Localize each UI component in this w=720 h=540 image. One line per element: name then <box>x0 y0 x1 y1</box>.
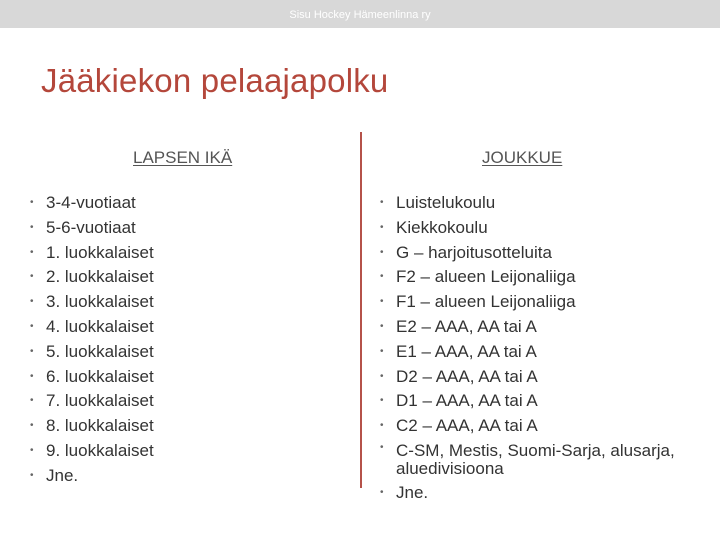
left-column-heading: LAPSEN IKÄ <box>133 148 233 167</box>
list-item: • 3-4-vuotiaat <box>30 191 350 216</box>
list-item: • 5-6-vuotiaat <box>30 216 350 241</box>
list-item: • 5. luokkalaiset <box>30 340 350 365</box>
age-list <box>30 191 350 489</box>
list-item: • 9. luokkalaiset <box>30 439 350 464</box>
list-item: • 6. luokkalaiset <box>30 365 350 390</box>
list-item: • 1. luokkalaiset <box>30 241 350 266</box>
right-column-heading: JOUKKUE <box>482 148 563 167</box>
list-item: • 4. luokkalaiset <box>30 315 350 340</box>
organization-name: Sisu Hockey Hämeenlinna ry <box>289 9 431 21</box>
list-item: • Jne. <box>380 481 710 506</box>
list-item: • C-SM, Mestis, Suomi-Sarja, alusarja, aluedivisioona <box>380 439 710 481</box>
column-divider <box>360 132 362 488</box>
list-item: • Kiekkokoulu <box>380 216 710 241</box>
list-item: • F1 – alueen Leijonaliiga <box>380 290 710 315</box>
header-bar <box>0 0 720 28</box>
list-item: • E1 – AAA, AA tai A <box>380 340 710 365</box>
list-item: • 7. luokkalaiset <box>30 389 350 414</box>
team-list <box>380 191 710 506</box>
list-item: • D1 – AAA, AA tai A <box>380 389 710 414</box>
slide-title: Jääkiekon pelaajapolku <box>41 62 389 99</box>
list-item: • C2 – AAA, AA tai A <box>380 414 710 439</box>
list-item: • 2. luokkalaiset <box>30 265 350 290</box>
list-item: • G – harjoitusotteluita <box>380 241 710 266</box>
list-item: • 3. luokkalaiset <box>30 290 350 315</box>
list-item: • Jne. <box>30 464 350 489</box>
list-item: • E2 – AAA, AA tai A <box>380 315 710 340</box>
list-item: • 8. luokkalaiset <box>30 414 350 439</box>
list-item: • F2 – alueen Leijonaliiga <box>380 265 710 290</box>
list-item: • Luistelukoulu <box>380 191 710 216</box>
list-item: • D2 – AAA, AA tai A <box>380 365 710 390</box>
